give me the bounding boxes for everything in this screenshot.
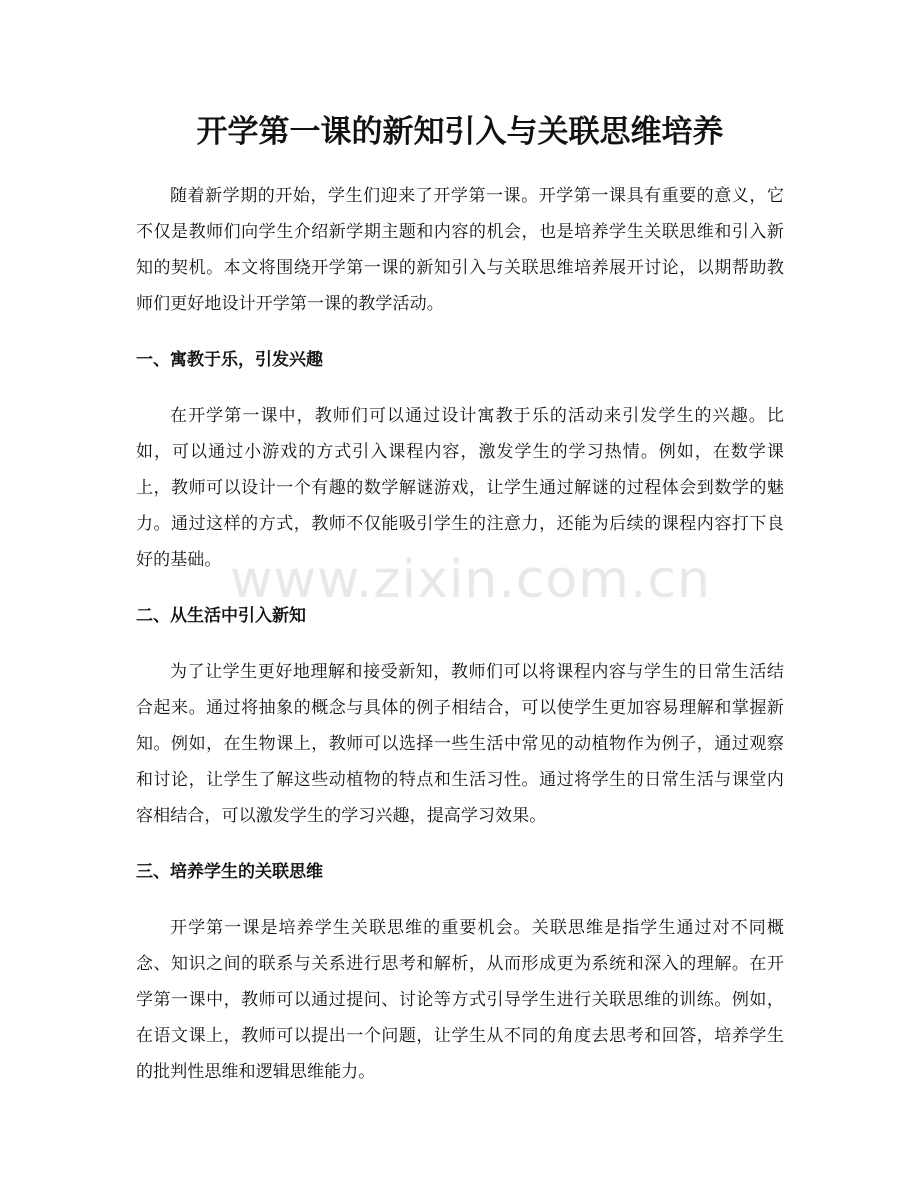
- section-heading: 三、培养学生的关联思维: [136, 862, 323, 882]
- section-heading: 一、寓教于乐，引发兴趣: [136, 350, 323, 370]
- section-paragraph: 在开学第一课中，教师们可以通过设计寓教于乐的活动来引发学生的兴趣。比如，可以通过小游戏的方式引入课程内容，激发学生的学习热情。例如，在数学课上，教师可以设计一个有趣的数学解谜游戏，让学生通过解谜的过程体会到数学的魅力。通过这样的方式，教师不仅能吸引学生的注意力，还能为后续的课程内容打下良好的基础。: [136, 406, 784, 570]
- section-paragraph: 为了让学生更好地理解和接受新知，教师们可以将课程内容与学生的日常生活结合起来。通过将抽象的概念与具体的例子相结合，可以使学生更加容易理解和掌握新知。例如，在生物课上，教师可以选择一些生活中常见的动植物作为例子，通过观察和讨论，让学生了解这些动植物的特点和生活习性。通过将学生的日常生活与课堂内容相结合，可以激发学生的学习兴趣，提高学习效果。: [136, 662, 784, 826]
- watermark: www.zixin.com.cn: [230, 550, 711, 610]
- section-paragraph: 开学第一课是培养学生关联思维的重要机会。关联思维是指学生通过对不同概念、知识之间的联系与关系进行思考和解析，从而形成更为系统和深入的理解。在开学第一课中，教师可以通过提问、讨论等方式引导学生进行关联思维的训练。例如，在语文课上，教师可以提出一个问题，让学生从不同的角度去思考和回答，培养学生的批判性思维和逻辑思维能力。: [136, 918, 784, 1082]
- document-body: [136, 178, 784, 1090]
- section-heading: 二、从生活中引入新知: [136, 606, 306, 626]
- intro-paragraph: 随着新学期的开始，学生们迎来了开学第一课。开学第一课具有重要的意义，它不仅是教师们向学生介绍新学期主题和内容的机会，也是培养学生关联思维和引入新知的契机。本文将围绕开学第一课的新知引入与关联思维培养展开讨论，以期帮助教师们更好地设计开学第一课的教学活动。: [136, 186, 784, 314]
- document-title: 开学第一课的新知引入与关联思维培养: [196, 114, 724, 150]
